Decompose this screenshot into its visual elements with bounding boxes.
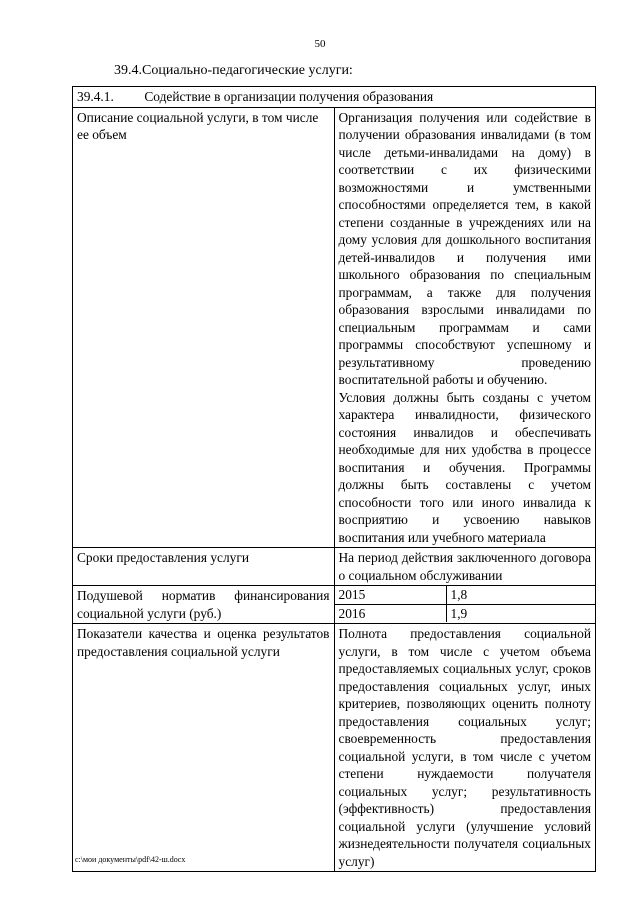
norm-year: 2015 bbox=[335, 586, 447, 604]
description-row bbox=[73, 107, 596, 548]
norm-values bbox=[334, 586, 596, 624]
norm-row bbox=[73, 586, 596, 624]
quality-label: Показатели качества и оценка результатов предоставления социальной услуги bbox=[73, 624, 335, 872]
norm-label: Подушевой норматив финансирования социальной услуги (руб.) bbox=[73, 586, 335, 624]
terms-text: На период действия заключенного договора о социальном обслуживании bbox=[334, 548, 596, 586]
terms-row bbox=[73, 548, 596, 586]
service-header-row bbox=[73, 87, 596, 108]
norm-year: 2016 bbox=[335, 605, 447, 623]
page-number: 50 bbox=[314, 38, 326, 50]
norm-value: 1,8 bbox=[450, 587, 468, 602]
footer-file-path: c:\мои документы\pdf\42-ш.docx bbox=[75, 855, 186, 864]
service-code: 39.4.1. bbox=[77, 89, 114, 104]
norm-item-2015 bbox=[335, 586, 596, 605]
description-cell bbox=[334, 107, 596, 548]
terms-label: Сроки предоставления услуги bbox=[73, 548, 335, 586]
quality-row bbox=[73, 624, 596, 872]
service-table bbox=[72, 86, 596, 872]
norm-value: 1,9 bbox=[450, 605, 468, 621]
quality-text: Полнота предоставления социальной услуги, в том числе с учетом объема предоставляемых социальных услуг, сроков предоставления социальных услуг, иных критериев, позволяющих оценить полноту предоставления социальных услуг; своевременность предоставления социальной услуги, в том числе с учетом степени нуждаемости получателя социальных услуг; результативность (эффективность) предоставления социальной услуги (улучшение условий жизнедеятельности получателя социальных услуг) bbox=[334, 624, 596, 872]
description-text-1: Организация получения или содействие в получении образования инвалидами (в том числе детьми-инвалидами на дому) в соответствии с их физическими возможностями и умственными способностями определяется тем, в какой степени созданные в учреждениях или на дому условия для дошкольного воспитания детей-инвалидов и получения ими школьного образования по специальным программам, а также для получения образования взрослыми инвалидами по специальным программам и сами программы способствуют успешному и результативному проведению воспитательной работы и обучению. bbox=[338, 109, 591, 387]
service-name: Содействие в организации получения образования bbox=[144, 89, 434, 104]
description-text-2: Условия должны быть созданы с учетом характера инвалидности, физического состояния инвалидов и обеспечивать необходимые для них удобства в процессе воспитания и обучения. Программы должны быть составлены с учетом способности того или иного инвалида к восприятию и усвоению навыков воспитания или учебного материала bbox=[338, 389, 591, 545]
norm-item-2016 bbox=[335, 605, 596, 623]
description-label: Описание социальной услуги, в том числе ее объем bbox=[73, 107, 335, 548]
section-title: 39.4.Социально-педагогические услуги: bbox=[114, 63, 353, 78]
